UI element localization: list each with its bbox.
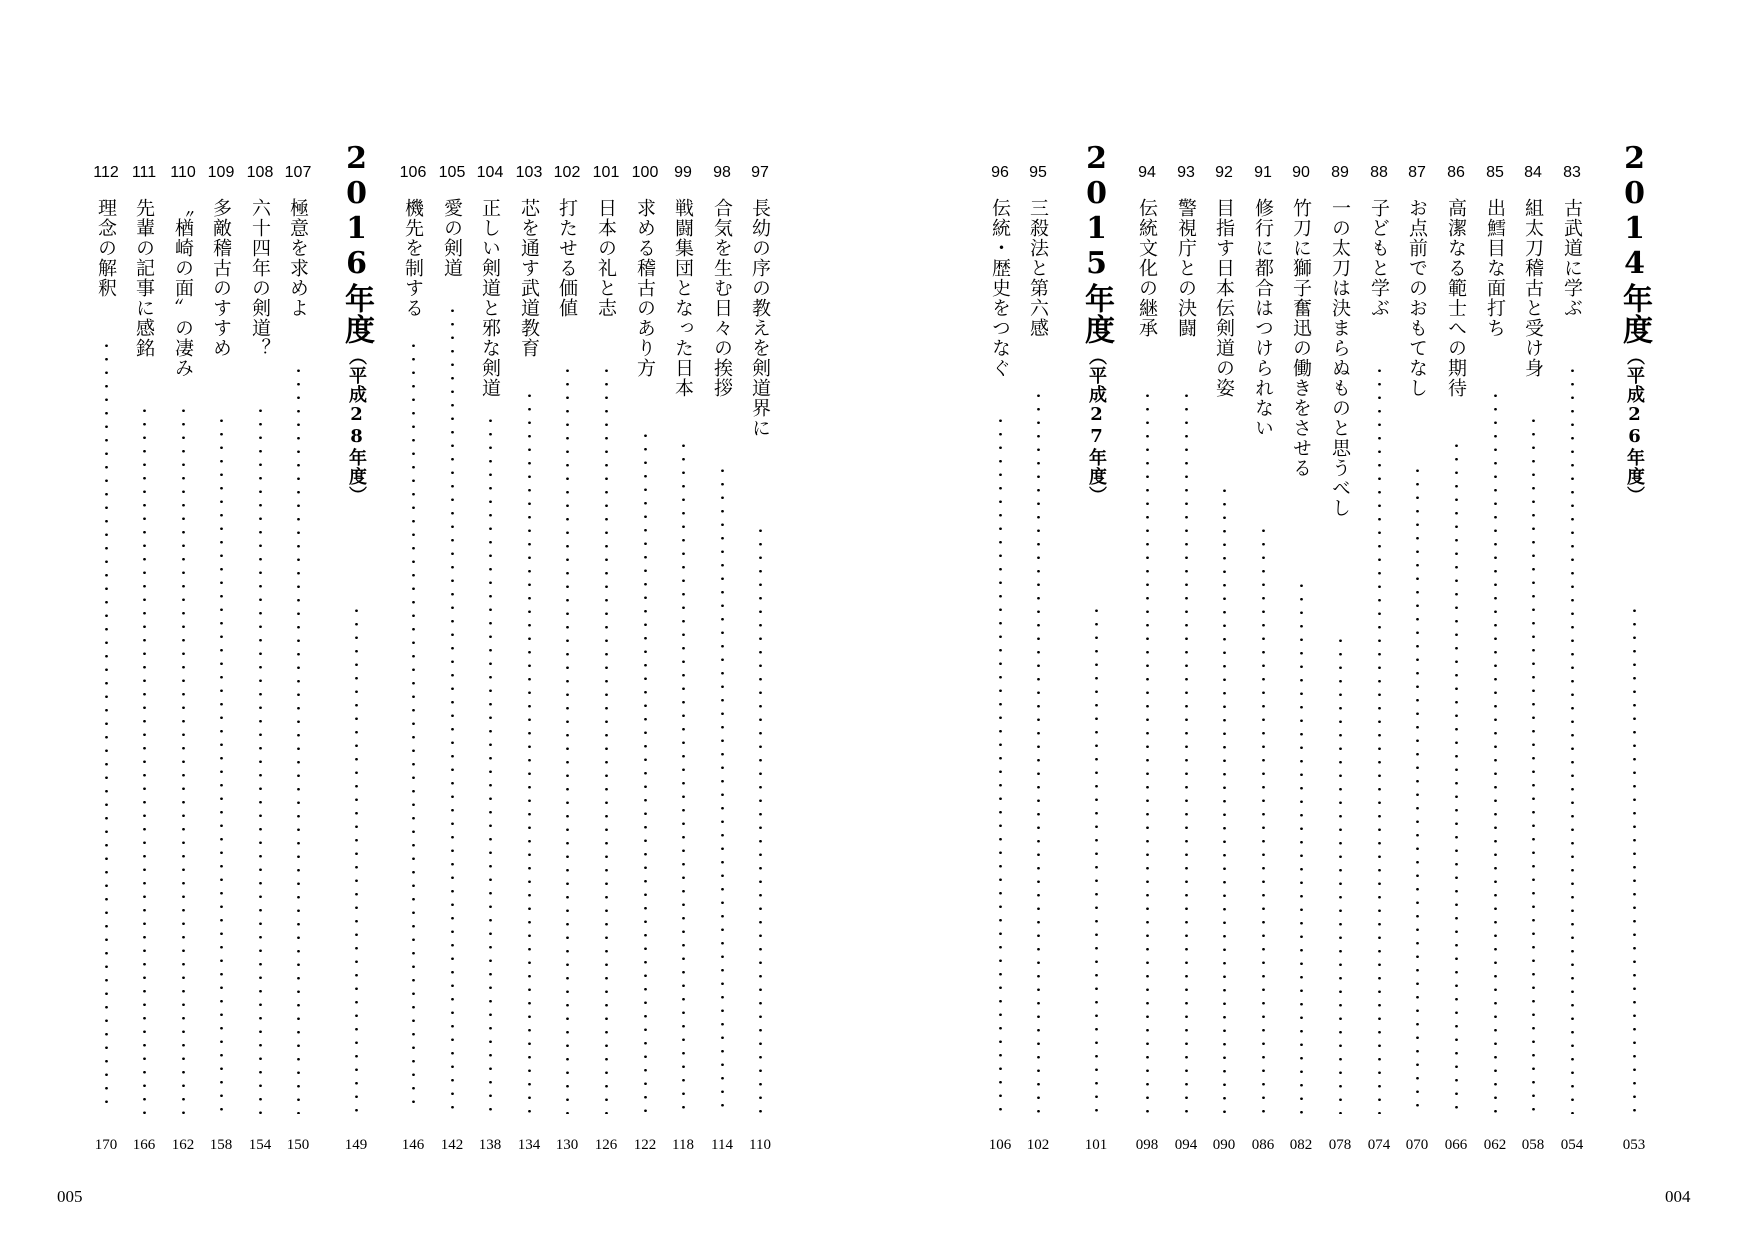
leader-dots [297, 364, 300, 1114]
chapter-title: 高潔なる範士への期待 [1445, 198, 1467, 398]
chapter-number: 106 [399, 164, 427, 181]
chapter-number: 92 [1215, 164, 1233, 181]
leader-dots [644, 429, 647, 1114]
toc-entry[interactable] [477, 164, 503, 1154]
toc-entry[interactable] [593, 164, 619, 1154]
toc-entry[interactable] [1025, 164, 1051, 1154]
leader-dots [1037, 389, 1040, 1114]
toc-entry[interactable] [1559, 164, 1585, 1154]
leader-dots [1532, 414, 1535, 1114]
toc-entry[interactable] [1173, 164, 1199, 1154]
leader-dots [721, 464, 724, 1114]
toc-entry[interactable] [285, 164, 311, 1154]
chapter-number: 98 [713, 164, 731, 181]
chapter-number: 107 [284, 164, 312, 181]
toc-entry[interactable] [1211, 164, 1237, 1154]
chapter-title: 三殺法と第六感 [1027, 198, 1049, 338]
toc-entry[interactable] [987, 164, 1013, 1154]
toc-entry[interactable] [747, 164, 773, 1154]
chapter-number: 90 [1292, 164, 1310, 181]
chapter-number: 87 [1408, 164, 1426, 181]
page-number: 110 [749, 1137, 771, 1153]
year-heading-2016 [339, 141, 374, 1154]
chapter-number: 103 [515, 164, 543, 181]
page-number: 094 [1174, 1137, 1198, 1153]
toc-entry[interactable] [1288, 164, 1314, 1154]
page-number: 054 [1560, 1137, 1584, 1153]
chapter-number: 83 [1563, 164, 1581, 181]
toc-entry[interactable] [632, 164, 658, 1154]
chapter-number: 112 [93, 164, 119, 181]
page-number: 062 [1483, 1137, 1507, 1153]
toc-entry[interactable] [400, 164, 426, 1154]
page-number: 106 [988, 1137, 1012, 1153]
leader-dots [1633, 604, 1636, 1114]
chapter-title: 多敵稽古のすすめ [210, 198, 232, 358]
page-number: 066 [1444, 1137, 1468, 1153]
leader-dots [566, 364, 569, 1114]
leader-dots [1455, 439, 1458, 1114]
leader-dots [528, 389, 531, 1114]
toc-entry[interactable] [170, 164, 196, 1154]
folio-page-number: 005 [57, 1187, 83, 1206]
leader-dots [1146, 389, 1149, 1114]
leader-dots [489, 414, 492, 1114]
year-digits: 2014 [1617, 141, 1652, 281]
leader-dots [605, 364, 608, 1114]
year-digits: 2016 [339, 141, 374, 281]
year-heading-2014 [1617, 141, 1652, 1154]
page-number: 086 [1251, 1137, 1275, 1153]
chapter-title: 先輩の記事に感銘 [133, 198, 155, 358]
folio-page-number: 004 [1665, 1187, 1691, 1206]
chapter-number: 108 [246, 164, 274, 181]
page-number: 082 [1289, 1137, 1313, 1153]
leader-dots [1571, 364, 1574, 1114]
page-number: 098 [1135, 1137, 1159, 1153]
chapter-number: 110 [170, 164, 196, 181]
leader-dots [1378, 364, 1381, 1114]
chapter-number: 89 [1331, 164, 1349, 181]
era-label: （平成28年度） [346, 347, 367, 505]
chapter-number: 109 [207, 164, 235, 181]
chapter-title: お点前でのおもてなし [1406, 198, 1428, 398]
chapter-title: 合気を生む日々の挨拶 [711, 198, 733, 398]
chapter-title: 戦闘集団となった日本 [672, 198, 694, 398]
toc-entry[interactable] [1327, 164, 1353, 1154]
year-heading-2015 [1079, 141, 1114, 1154]
toc-entry[interactable] [1250, 164, 1276, 1154]
chapter-number: 105 [438, 164, 466, 181]
chapter-number: 93 [1177, 164, 1195, 181]
leader-dots [1494, 389, 1497, 1114]
year-digits: 2015 [1079, 141, 1114, 281]
toc-entry[interactable] [1404, 164, 1430, 1154]
page-number: 170 [94, 1137, 118, 1153]
leader-dots [1095, 604, 1098, 1114]
page-number: 090 [1212, 1137, 1236, 1153]
toc-entry[interactable] [709, 164, 735, 1154]
toc-entry[interactable] [670, 164, 696, 1154]
toc-entry[interactable] [1366, 164, 1392, 1154]
chapter-title: 警視庁との決闘 [1175, 198, 1197, 338]
page-number: 149 [344, 1137, 368, 1153]
year-suffix: 年度 [339, 283, 374, 345]
chapter-title: 求める稽古のあり方 [634, 198, 656, 378]
leader-dots [220, 414, 223, 1114]
leader-dots [451, 304, 454, 1114]
page-number: 134 [517, 1137, 541, 1153]
page-number: 154 [248, 1137, 272, 1153]
page-number: 122 [633, 1137, 657, 1153]
chapter-number: 94 [1138, 164, 1156, 181]
leader-dots [1262, 524, 1265, 1114]
leader-dots [182, 404, 185, 1114]
chapter-number: 104 [476, 164, 504, 181]
year-suffix: 年度 [1617, 283, 1652, 345]
era-label: （平成27年度） [1086, 347, 1107, 505]
chapter-number: 86 [1447, 164, 1465, 181]
page-number: 130 [555, 1137, 579, 1153]
leader-dots [412, 339, 415, 1114]
page-number: 158 [209, 1137, 233, 1153]
page-number: 118 [672, 1137, 694, 1153]
chapter-number: 85 [1486, 164, 1504, 181]
page-number: 162 [171, 1137, 195, 1153]
toc-entry[interactable] [1134, 164, 1160, 1154]
leader-dots [1185, 389, 1188, 1114]
page-number: 058 [1521, 1137, 1545, 1153]
page-number: 070 [1405, 1137, 1429, 1153]
page-number: 102 [1026, 1137, 1050, 1153]
chapter-title: 竹刀に獅子奮迅の働きをさせる [1290, 198, 1312, 478]
chapter-number: 84 [1524, 164, 1542, 181]
toc-entry[interactable] [208, 164, 234, 1154]
toc-entry[interactable] [1482, 164, 1508, 1154]
toc-entry[interactable] [247, 164, 273, 1154]
chapter-number: 101 [592, 164, 620, 181]
chapter-title: 芯を通す武道教育 [518, 198, 540, 358]
leader-dots [1416, 464, 1419, 1114]
chapter-title: 正しい剣道と邪な剣道 [479, 198, 501, 398]
chapter-title: 理念の解釈 [95, 198, 117, 298]
chapter-title: 一の太刀は決まらぬものと思うべし [1329, 198, 1351, 518]
chapter-title: 愛の剣道 [441, 198, 463, 278]
chapter-title: 六十四年の剣道？ [249, 198, 271, 358]
toc-entry[interactable] [131, 164, 157, 1154]
leader-dots [105, 339, 108, 1114]
leader-dots [355, 604, 358, 1114]
chapter-title: 極意を求めよ [287, 198, 309, 318]
page-number: 138 [478, 1137, 502, 1153]
chapter-title: 日本の礼と志 [595, 198, 617, 318]
chapter-title: 機先を制する [402, 198, 424, 318]
chapter-title: 古武道に学ぶ [1561, 198, 1583, 318]
chapter-number: 96 [991, 164, 1009, 181]
chapter-number: 95 [1029, 164, 1047, 181]
chapter-title: 〝楢崎の面〟の凄み [172, 198, 194, 378]
leader-dots [759, 524, 762, 1114]
year-suffix: 年度 [1079, 283, 1114, 345]
era-label: （平成26年度） [1624, 347, 1645, 505]
page-number: 078 [1328, 1137, 1352, 1153]
page-number: 101 [1084, 1137, 1108, 1153]
chapter-number: 102 [553, 164, 581, 181]
leader-dots [143, 404, 146, 1114]
toc-entry[interactable] [93, 164, 119, 1154]
toc-entry[interactable] [516, 164, 542, 1154]
page-number: 053 [1622, 1137, 1646, 1153]
chapter-title: 伝統・歴史をつなぐ [989, 198, 1011, 378]
toc-entry[interactable] [554, 164, 580, 1154]
chapter-title: 修行に都合はつけられない [1252, 198, 1274, 438]
chapter-title: 打たせる価値 [556, 198, 578, 318]
chapter-number: 100 [631, 164, 659, 181]
chapter-number: 99 [674, 164, 692, 181]
page-number: 114 [711, 1137, 733, 1153]
chapter-title: 出鱈目な面打ち [1484, 198, 1506, 338]
leader-dots [1223, 484, 1226, 1114]
chapter-title: 組太刀稽古と受け身 [1522, 198, 1544, 378]
page-number: 166 [132, 1137, 156, 1153]
chapter-title: 目指す日本伝剣道の姿 [1213, 198, 1235, 398]
chapter-title: 伝統文化の継承 [1136, 198, 1158, 338]
page-number: 146 [401, 1137, 425, 1153]
page-number: 126 [594, 1137, 618, 1153]
toc-entry[interactable] [1520, 164, 1546, 1154]
chapter-number: 97 [751, 164, 769, 181]
page-number: 074 [1367, 1137, 1391, 1153]
chapter-number: 88 [1370, 164, 1388, 181]
toc-entry[interactable] [439, 164, 465, 1154]
chapter-number: 111 [131, 164, 157, 181]
leader-dots [1300, 579, 1303, 1114]
leader-dots [682, 439, 685, 1114]
chapter-title: 長幼の序の教えを剣道界に [749, 198, 771, 438]
chapter-number: 91 [1254, 164, 1272, 181]
leader-dots [259, 404, 262, 1114]
page-number: 142 [440, 1137, 464, 1153]
page-number: 150 [286, 1137, 310, 1153]
chapter-title: 子どもと学ぶ [1368, 198, 1390, 318]
leader-dots [1339, 634, 1342, 1114]
leader-dots [999, 414, 1002, 1114]
toc-entry[interactable] [1443, 164, 1469, 1154]
